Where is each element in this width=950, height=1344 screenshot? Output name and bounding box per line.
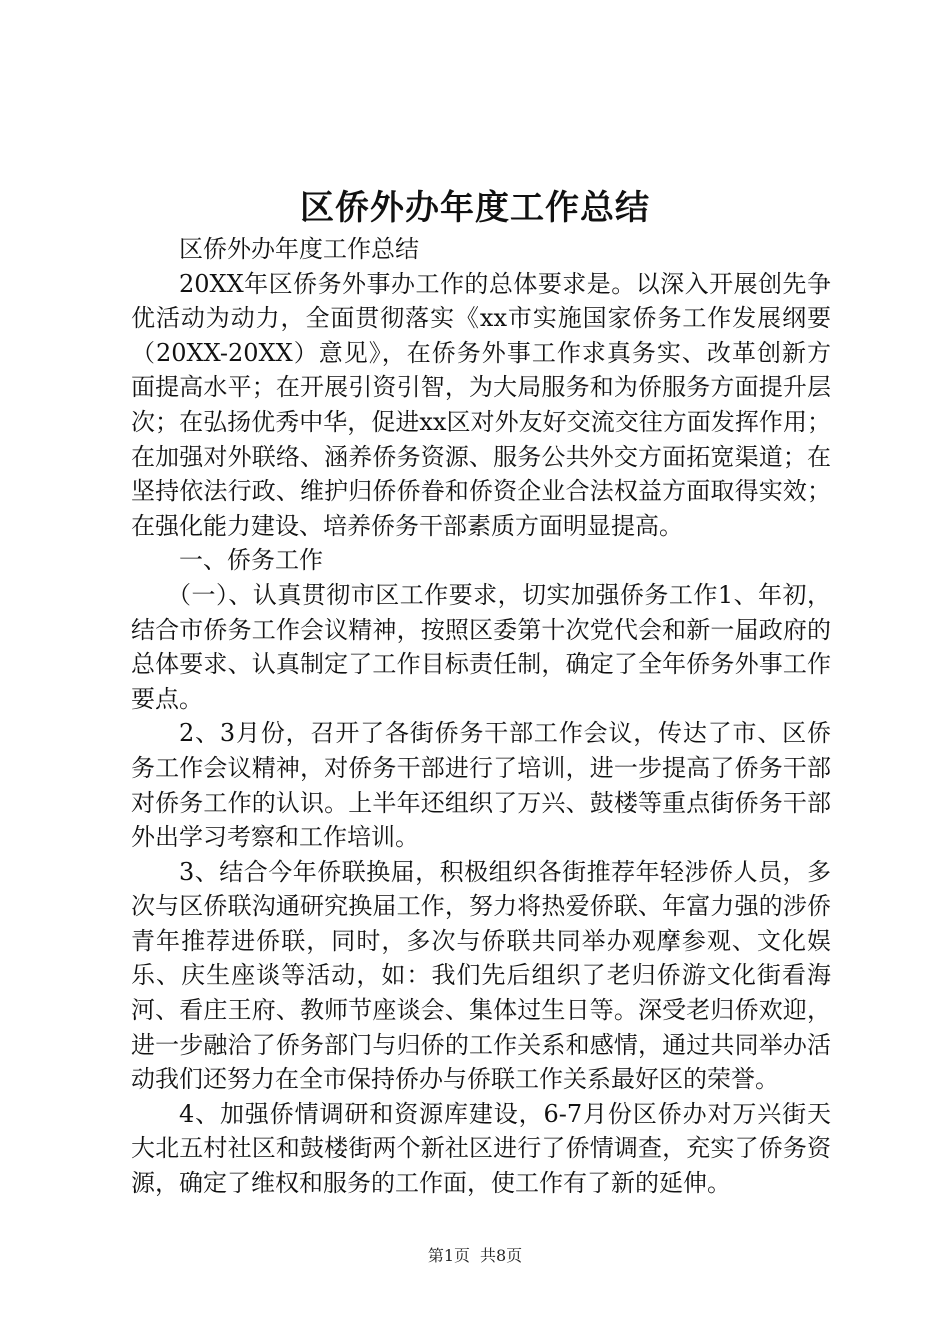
item-paragraph-1: （一）、认真贯彻市区工作要求，切实加强侨务工作1、年初，结合市侨务工作会议精神，按照区委第十次党代会和新一届政府的总体要求、认真制定了工作目标责任制，确定了全年侨务外事工作要点。: [131, 580, 831, 713]
page-footer: [0, 1244, 950, 1268]
page-total: 共8页: [480, 1246, 523, 1265]
item-paragraph-2: 2、3月份，召开了各街侨务干部工作会议，传达了市、区侨务工作会议精神，对侨务干部进行了培训，进一步提高了侨务干部对侨务工作的认识。上半年还组织了万兴、鼓楼等重点街侨务干部外出学习考察和工作培训。: [131, 719, 831, 852]
document-title: 区侨外办年度工作总结: [300, 188, 650, 228]
document-body: [131, 232, 831, 1201]
page-number: 第1页: [427, 1246, 470, 1265]
item-paragraph-4: 4、加强侨情调研和资源库建设，6-7月份区侨办对万兴街天大北五村社区和鼓楼街两个新社区进行了侨情调查，充实了侨务资源，确定了维权和服务的工作面，使工作有了新的延伸。: [131, 1099, 831, 1198]
intro-paragraph: 20XX年区侨务外事办工作的总体要求是。以深入开展创先争优活动为动力，全面贯彻落实《xx市实施国家侨务工作发展纲要（20XX-20XX）意见》，在侨务外事工作求真务实、改革创新方面提高水平；在开展引资引智，为大局服务和为侨服务方面提升层次；在弘扬优秀中华，促进xx区对外友好交流交往方面发挥作用；在加强对外联络、涵养侨务资源、服务公共外交方面拓宽渠道；在坚持依法行政、维护归侨侨眷和侨资企业合法权益方面取得实效；在强化能力建设、培养侨务干部素质方面明显提高。: [131, 269, 831, 540]
item-paragraph-3: 3、结合今年侨联换届，积极组织各街推荐年轻涉侨人员，多次与区侨联沟通研究换届工作，努力将热爱侨联、年富力强的涉侨青年推荐进侨联，同时，多次与侨联共同举办观摩参观、文化娱乐、庆生座谈等活动，如：我们先后组织了老归侨游文化街看海河、看庄王府、教师节座谈会、集体过生日等。深受老归侨欢迎，进一步融洽了侨务部门与归侨的工作关系和感情，通过共同举办活动我们还努力在全市保持侨办与侨联工作关系最好区的荣誉。: [131, 857, 831, 1094]
section-heading-overseas-affairs: 一、侨务工作: [179, 546, 323, 575]
subtitle-paragraph: 区侨外办年度工作总结: [179, 235, 419, 263]
